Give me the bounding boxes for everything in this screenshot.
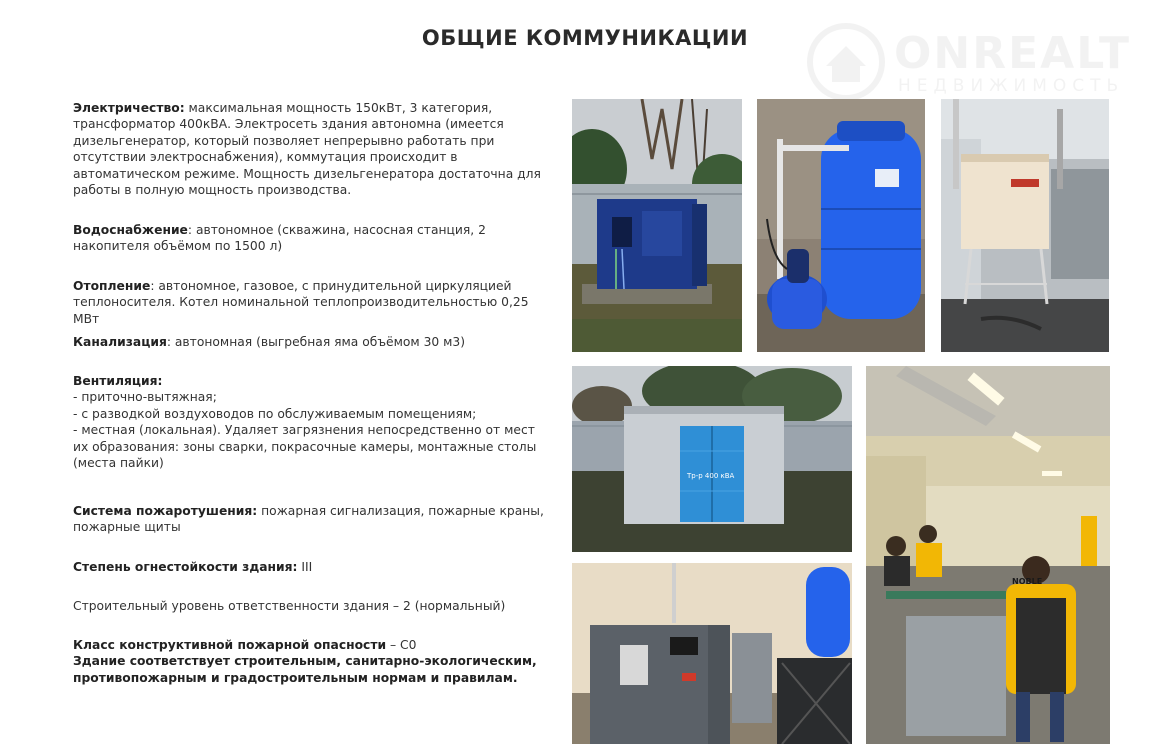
section-water: [73, 222, 553, 255]
fire-system-text: пожарная сигнализация, пожарные краны, пожарные щиты: [73, 504, 544, 535]
heating-text: : автономное, газовое, с принудительной циркуляцией теплоносителя. Котел номинальной теплопроизводительностью 0,25 МВт: [73, 279, 529, 326]
section-sewage: [73, 334, 553, 350]
page-title: ОБЩИЕ КОММУНИКАЦИИ: [421, 26, 749, 50]
ventilation-item: - местная (локальная). Удаляет загрязнения непосредственно от мест их образования: зоны сварки, покрасочные камеры, монтажные столы (места пайки): [73, 423, 537, 471]
section-fire-class: [73, 637, 553, 686]
transformer-sign: Тр-р 400 кВА: [687, 472, 735, 480]
photo-water-tank: [757, 99, 925, 352]
ventilation-item: - с разводкой воздуховодов по обслуживаемым помещениям;: [73, 406, 477, 421]
compliance-text: Здание соответствует строительным, санитарно-экологическим, противопожарным и градостроительным нормам и правилам.: [73, 654, 537, 685]
fire-resistance-label: Степень огнестойкости здания:: [73, 560, 298, 574]
section-fire-system: [73, 503, 553, 536]
sewage-text: : автономная (выгребная яма объёмом 30 м3): [166, 335, 466, 349]
watermark-brand: ONREALT: [894, 28, 1131, 79]
watermark-subtitle: НЕДВИЖИМОСТЬ: [898, 76, 1125, 96]
section-fire-resistance: [73, 559, 553, 575]
section-heating: [73, 278, 553, 327]
photo-boiler-cabinet: [941, 99, 1109, 352]
photo-transformer-kiosk: [572, 366, 852, 552]
ventilation-item: - приточно-вытяжная;: [73, 390, 217, 405]
responsibility-text: Строительный уровень ответственности здания – 2 (нормальный): [73, 599, 506, 613]
ventilation-label: Вентиляция:: [73, 374, 163, 388]
fire-resistance-text: III: [297, 560, 313, 574]
heating-label: Отопление: [73, 279, 151, 293]
water-label: Водоснабжение: [73, 223, 188, 237]
photo-workshop: [866, 366, 1110, 744]
section-responsibility: [73, 598, 553, 614]
section-ventilation: [73, 373, 553, 471]
photo-diesel-generator: [572, 99, 742, 352]
electricity-label: Электричество:: [73, 101, 185, 115]
fire-system-label: Система пожаротушения:: [73, 504, 258, 518]
water-text: : автономное (скважина, насосная станция, 2 накопителя объёмом по 1500 л): [73, 223, 486, 254]
sewage-label: Канализация: [73, 335, 167, 349]
electricity-text: максимальная мощность 150кВт, 3 категория, трансформатор 400кВА. Электросеть здания автономна (имеется дизельгенератор, который позволяет непрерывно работать при отсутствии электроснабжения), коммутация происходит в автоматическом режиме. Мощность дизельгенератора достаточна для работы в полную мощность производства.: [73, 101, 541, 198]
fire-class-label: Класс конструктивной пожарной опасности: [73, 638, 387, 652]
section-electricity: [73, 100, 553, 198]
workshop-sign: NOBLE: [1012, 577, 1043, 586]
fire-class-text: – С0: [386, 638, 417, 652]
photo-compressors: [572, 563, 852, 744]
